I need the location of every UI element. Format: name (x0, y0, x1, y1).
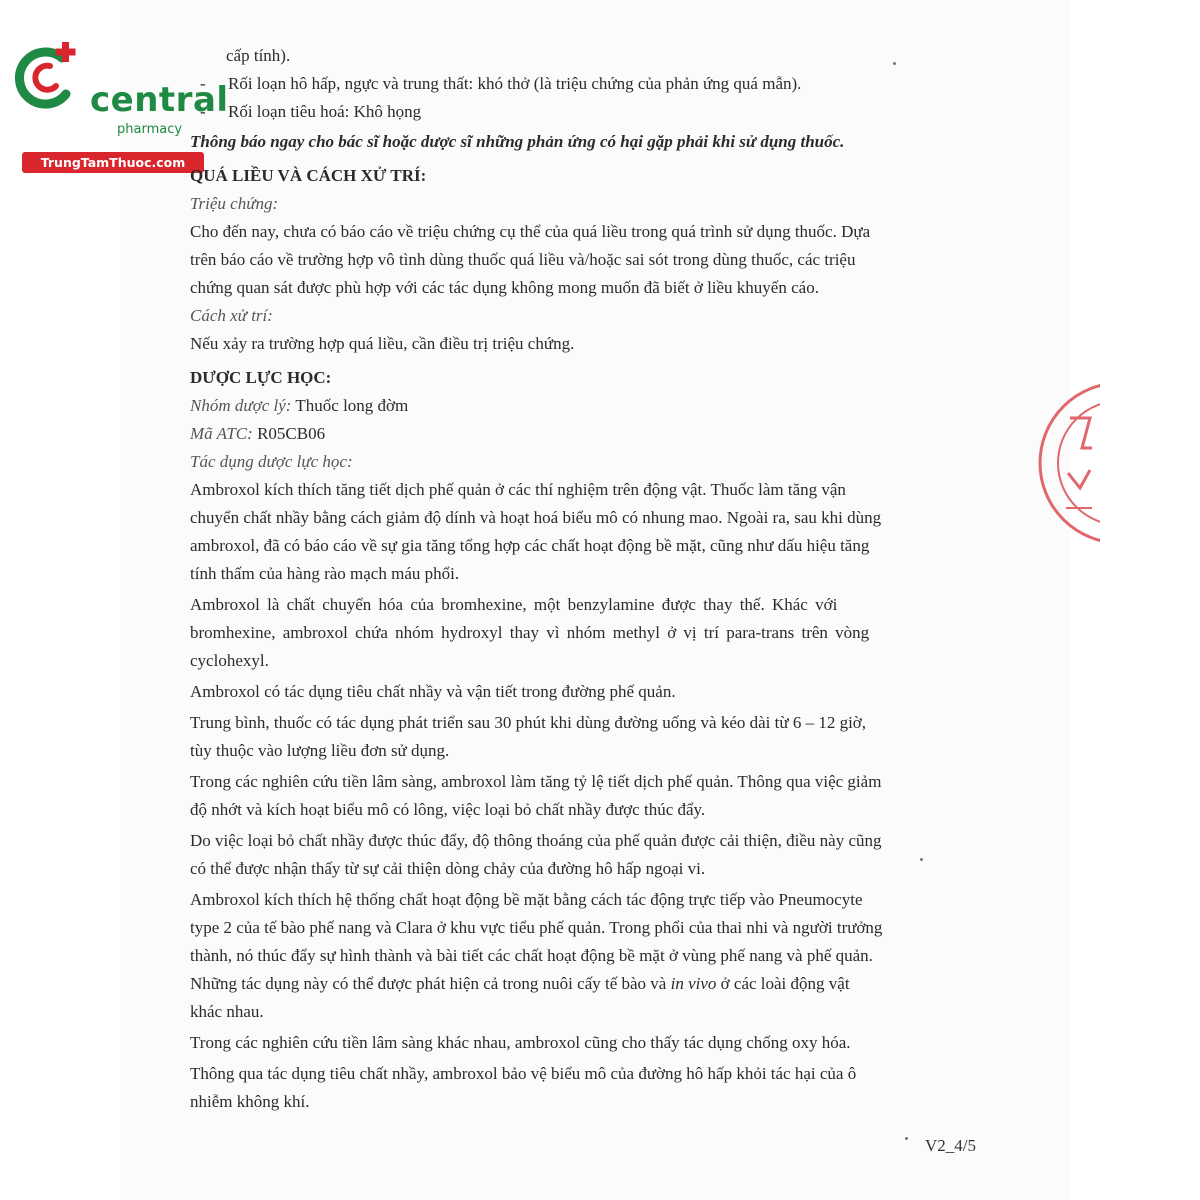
paragraph-line: chuyển chất nhầy bằng cách giảm độ dính và hoạt hoá biểu mô có nhung mao. Ngoài ra, sau khi dùng (190, 508, 882, 527)
symptoms-line: chứng quan sát được phù hợp với các tác dụng không mong muốn đã biết ở liều khuyến cáo. (190, 278, 819, 297)
paragraph-line: có thể được nhận thấy từ sự cải thiện dòng chảy của đường hô hấp ngoại vi. (190, 859, 706, 878)
symptoms-line: Cho đến nay, chưa có báo cáo về triệu chứng cụ thể của quá liều trong quá trình sử dụng thuốc. Dựa (190, 222, 871, 241)
scan-speck (905, 1137, 908, 1140)
adverse-notice: Thông báo ngay cho bác sĩ hoặc dược sĩ những phản ứng có hại gặp phải khi sử dụng thuốc. (190, 132, 845, 151)
paragraph-line: Ambroxol kích thích hệ thống chất hoạt động bề mặt bằng cách tác động trực tiếp vào Pneumocyte (190, 890, 863, 909)
logo-brand-name: central (90, 80, 229, 120)
treatment-label: Cách xử trí: (190, 306, 273, 325)
page-footer: V2_4/5 (925, 1136, 976, 1155)
logo-website: TrungTamThuoc.com (22, 152, 204, 173)
paragraph-line: Trong các nghiên cứu tiền lâm sàng, ambroxol làm tăng tỷ lệ tiết dịch phế quản. Thông qua việc giảm (190, 772, 882, 791)
paragraph-line: ambroxol, đã có báo cáo về sự gia tăng tổng hợp các chất hoạt động bề mặt, cũng như dấu hiệu tăng (190, 536, 870, 555)
logo-mark-icon (10, 36, 90, 116)
paragraph-line: Trong các nghiên cứu tiền lâm sàng khác nhau, ambroxol cũng cho thấy tác dụng chống oxy hóa. (190, 1033, 851, 1052)
paragraph-line: tùy thuộc vào lượng liều đơn sử dụng. (190, 741, 450, 760)
text-run: Những tác dụng này có thể được phát hiện cả trong nuôi cấy tế bào và (190, 974, 671, 993)
paragraph-line: độ nhớt và kích hoạt biểu mô có lông, việc loại bỏ chất nhầy được thúc đẩy. (190, 800, 706, 819)
treatment-text: Nếu xảy ra trường hợp quá liều, cần điều trị triệu chứng. (190, 334, 575, 353)
atc-code (190, 420, 990, 448)
paragraph-line: Trung bình, thuốc có tác dụng phát triển sau 30 phút khi dùng đường uống và kéo dài từ 6 – 12 giờ, (190, 713, 867, 732)
red-stamp-fragment (1030, 378, 1100, 548)
paragraph-line: nhiễm không khí. (190, 1092, 310, 1111)
scan-speck (893, 62, 896, 65)
italic-term: in vivo (670, 974, 717, 993)
paragraph-line: Thông qua tác dụng tiêu chất nhầy, ambroxol bảo vệ biểu mô của đường hô hấp khỏi tác hại của ô (190, 1064, 857, 1083)
overdose-heading: QUÁ LIỀU VÀ CÁCH XỬ TRÍ: (190, 166, 427, 185)
atc-label: Mã ATC: (190, 424, 253, 443)
bullet-respiratory: - Rối loạn hô hấp, ngực và trung thất: khó thở (là triệu chứng của phản ứng quá mẫn). (190, 70, 990, 98)
atc-value: R05CB06 (257, 424, 326, 443)
symptoms-label: Triệu chứng: (190, 194, 279, 213)
document-content (190, 42, 990, 1116)
central-pharmacy-logo (10, 36, 229, 170)
group-label: Nhóm dược lý: (190, 396, 292, 415)
paragraph-line (190, 970, 990, 998)
paragraph-line: Do việc loại bỏ chất nhầy được thúc đẩy, độ thông thoáng của phế quản được cải thiện, điều này cũng (190, 831, 882, 850)
paragraph-line: khác nhau. (190, 1002, 264, 1021)
logo-subtitle: pharmacy (117, 122, 183, 137)
paragraph-line: thành, nó thúc đẩy sự hình thành và bài tiết các chất hoạt động bề mặt ở vùng phế nang và phế quản. (190, 946, 873, 965)
text-line: cấp tính). (226, 46, 291, 65)
group-value: Thuốc long đờm (295, 396, 409, 415)
bullet-digestive: - Rối loạn tiêu hoá: Khô họng (190, 98, 990, 126)
paragraph-line: Ambroxol là chất chuyển hóa của bromhexine, một benzylamine được thay thế. Khác với (190, 595, 838, 614)
paragraph-line: tính thấm của hàng rào mạch máu phổi. (190, 564, 460, 583)
paragraph-line: bromhexine, ambroxol chứa nhóm hydroxyl thay vì nhóm methyl ở vị trí para-trans trên vòng (190, 623, 870, 642)
pharmacodynamics-heading: DƯỢC LỰC HỌC: (190, 368, 332, 387)
symptoms-line: trên báo cáo về trường hợp vô tình dùng thuốc quá liều và/hoặc sai sót trong dùng thuốc, các triệu (190, 250, 856, 269)
paragraph-line: Ambroxol kích thích tăng tiết dịch phế quản ở các thí nghiệm trên động vật. Thuốc làm tăng vận (190, 480, 846, 499)
paragraph-line: Ambroxol có tác dụng tiêu chất nhầy và vận tiết trong đường phế quản. (190, 682, 676, 701)
paragraph-line: type 2 của tế bào phế nang và Clara ở khu vực tiểu phế quản. Trong phổi của thai nhi và người trưởng (190, 918, 883, 937)
effect-label: Tác dụng dược lực học: (190, 452, 353, 471)
text-run: ở các loài động vật (716, 974, 850, 993)
pharmacological-group (190, 392, 990, 420)
paragraph-line: cyclohexyl. (190, 651, 269, 670)
scan-speck (920, 858, 923, 861)
